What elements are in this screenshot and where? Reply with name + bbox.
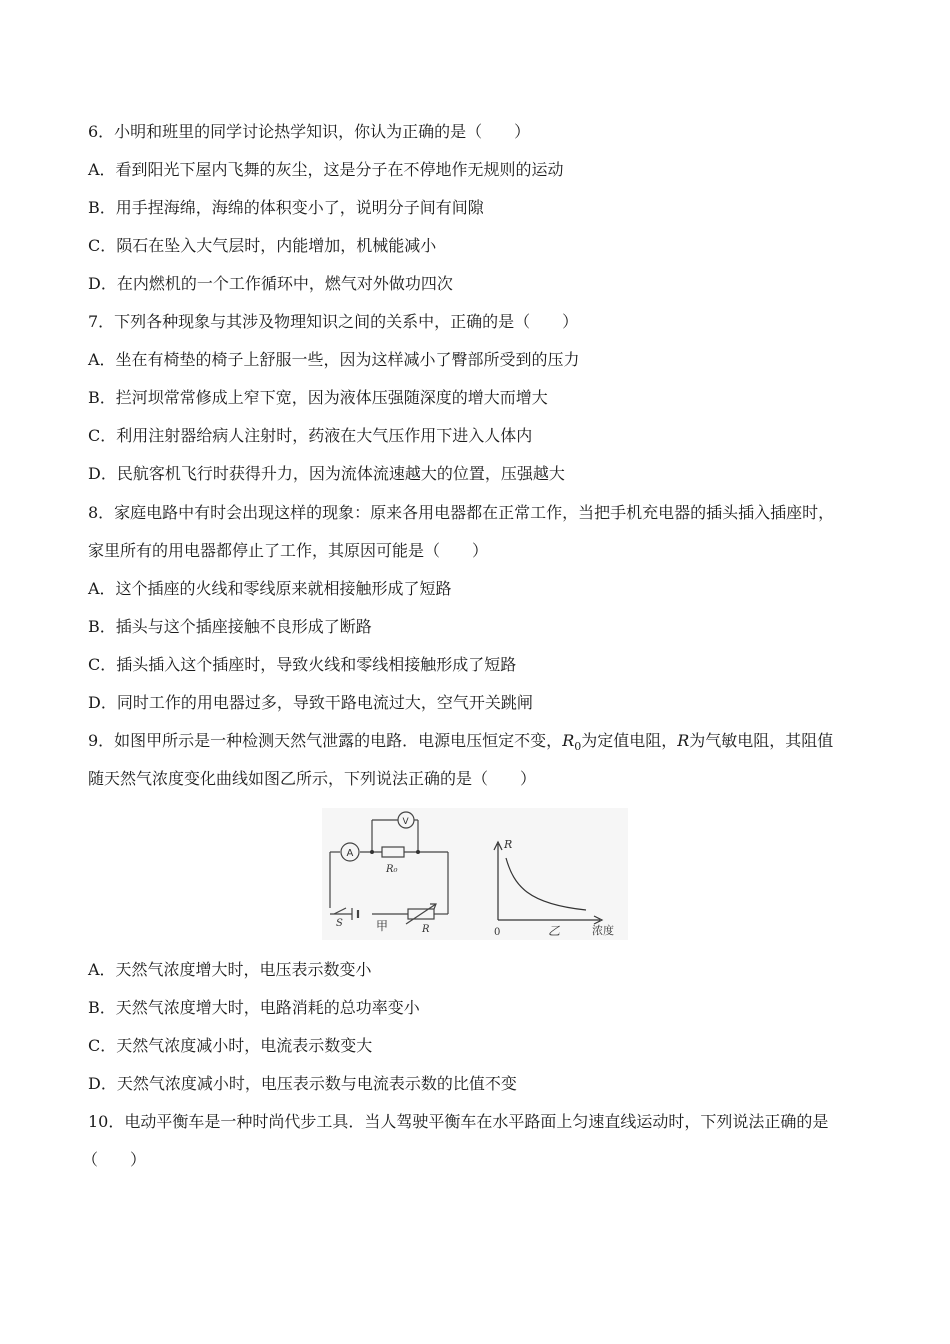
voltmeter-label: V: [402, 817, 409, 827]
q9-option-a: A．天然气浓度增大时，电压表示数变小: [88, 960, 372, 979]
q7-option-a: A．坐在有椅垫的椅子上舒服一些，因为这样减小了臀部所受到的压力: [88, 350, 580, 369]
q9-stem-line2: 随天然气浓度变化曲线如图乙所示，下列说法正确的是（ ）: [88, 769, 537, 788]
q6-option-d: D．在内燃机的一个工作循环中，燃气对外做功四次: [88, 274, 453, 293]
r-symbol: R: [677, 731, 690, 750]
r0-subscript: 0: [574, 740, 582, 754]
q9-option-c: C．天然气浓度减小时，电流表示数变大: [88, 1036, 373, 1055]
q6-option-b: B．用手捏海绵，海绵的体积变小了，说明分子间有间隙: [88, 198, 484, 217]
caption-yi: 乙: [548, 924, 561, 938]
q10-stem-line1: 10．电动平衡车是一种时尚代步工具．当人驾驶平衡车在水平路面上匀速直线运动时，下列说法正确的是: [88, 1112, 829, 1131]
q9-option-d: D．天然气浓度减小时，电压表示数与电流表示数的比值不变: [88, 1074, 517, 1093]
ammeter-label: A: [346, 848, 354, 859]
graph-y-axis-label: R: [504, 838, 513, 851]
q6-option-c: C．陨石在坠入大气层时，内能增加，机械能减小: [88, 236, 437, 255]
r0-label: R₀: [386, 864, 398, 875]
q8-option-d: D．同时工作的用电器过多，导致干路电流过大，空气开关跳闸: [88, 693, 533, 712]
q8-option-a: A．这个插座的火线和零线原来就相接触形成了短路: [88, 579, 452, 598]
q9-stem-line1: [88, 731, 833, 757]
q10-stem-line2: （ ）: [82, 1150, 147, 1169]
q7-option-d: D．民航客机飞行时获得升力，因为流体流速越大的位置，压强越大: [88, 464, 565, 483]
q9-option-b: B．天然气浓度增大时，电路消耗的总功率变小: [88, 998, 420, 1017]
q9-figure: [322, 808, 628, 940]
q7-stem: 7．下列各种现象与其涉及物理知识之间的关系中，正确的是（ ）: [88, 312, 579, 331]
q7-option-c: C．利用注射器给病人注射时，药液在大气压作用下进入人体内: [88, 426, 533, 445]
graph-x-axis-label: 浓度: [592, 924, 614, 937]
q8-option-c: C．插头插入这个插座时，导致火线和零线相接触形成了短路: [88, 655, 517, 674]
q9-stem-mid: 为定值电阻，: [581, 731, 678, 750]
q8-option-b: B．插头与这个插座接触不良形成了断路: [88, 617, 372, 636]
resistor-r-label: R: [422, 924, 430, 935]
q9-stem-pre: 9．如图甲所示是一种检测天然气泄露的电路．电源电压恒定不变，: [88, 731, 563, 750]
graph-origin-label: 0: [494, 927, 501, 938]
q6-option-a: A．看到阳光下屋内飞舞的灰尘，这是分子在不停地作无规则的运动: [88, 160, 564, 179]
q9-stem-post: 为气敏电阻，其阻值: [689, 731, 834, 750]
q7-option-b: B．拦河坝常常修成上窄下宽，因为液体压强随深度的增大而增大: [88, 388, 548, 407]
r0-symbol: R: [562, 731, 575, 750]
caption-jia: 甲: [376, 919, 389, 933]
q8-stem-line1: 8．家庭电路中有时会出现这样的现象：原来各用电器都在正常工作，当把手机充电器的插头插入插座时，: [88, 503, 835, 522]
switch-label: S: [336, 918, 343, 929]
q8-stem-line2: 家里所有的用电器都停止了工作，其原因可能是（ ）: [88, 541, 489, 560]
q6-stem: 6．小明和班里的同学讨论热学知识，你认为正确的是（ ）: [88, 122, 531, 141]
